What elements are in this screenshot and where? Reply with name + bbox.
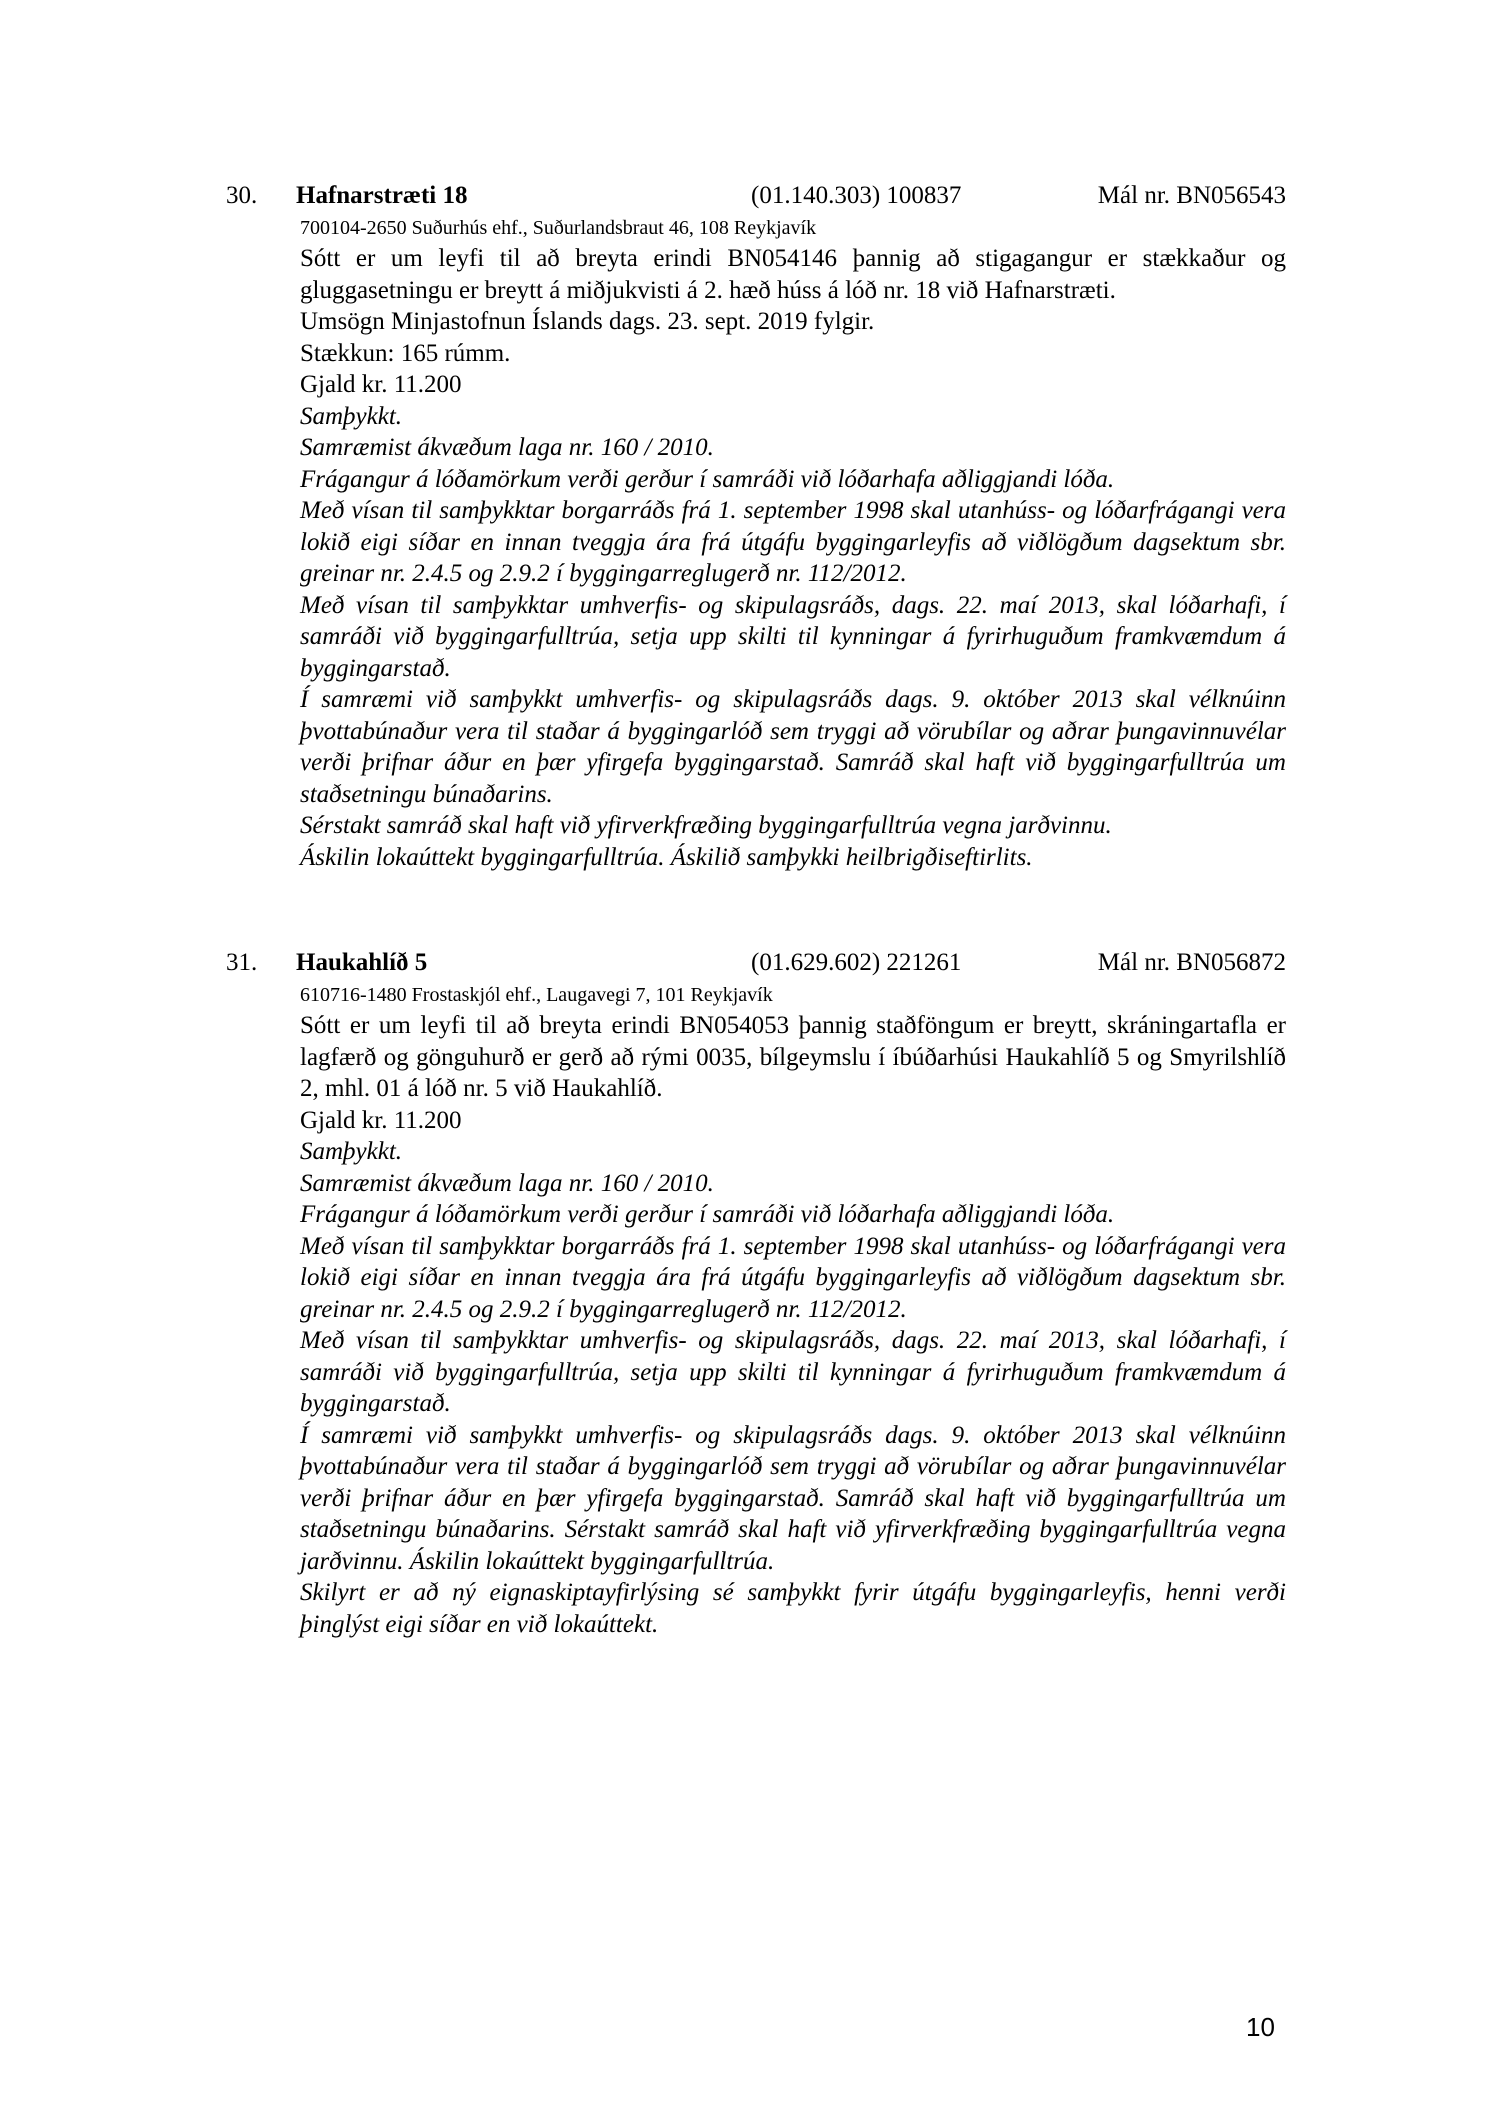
case-entry-31 bbox=[226, 948, 1286, 1640]
entry-case-number: Mál nr. BN056543 bbox=[1097, 182, 1286, 209]
entry-condition: Með vísan til samþykktar umhverfis- og skipulagsráðs, dags. 22. maí 2013, skal lóðarhafi, í samráði við byggingarfulltrúa, setja upp skilti til kynningar á fyrirhuguðum framkvæmdum á byggingarstað. bbox=[300, 1327, 1286, 1417]
entry-condition: Samræmist ákvæðum laga nr. 160 / 2010. bbox=[300, 1169, 714, 1197]
entry-condition: Í samræmi við samþykkt umhverfis- og skipulagsráðs dags. 9. október 2013 skal vélknúinn þvottabúnaður vera til staðar á byggingarlóð sem tryggi að vörubílar og aðrar þungavinnuvélar verði þrifnar áður en þær yfirgefa byggingarstað. Samráð skal haft við byggingarfulltrúa um staðsetningu búnaðarins. bbox=[300, 686, 1286, 808]
entry-description: Sótt er um leyfi til að breyta erindi BN054053 þannig staðföngum er breytt, skráningartafla er lagfærð og gönguhurð er gerð að rými 0035, bílgeymslu í íbúðarhúsi Haukahlíð 5 og Smyrilshlíð 2, mhl. 01 á lóð nr. 5 við Haukahlíð. bbox=[300, 1012, 1286, 1102]
entry-condition: Með vísan til samþykktar umhverfis- og skipulagsráðs, dags. 22. maí 2013, skal lóðarhafi, í samráði við byggingarfulltrúa, setja upp skilti til kynningar á fyrirhuguðum framkvæmdum á byggingarstað. bbox=[300, 591, 1286, 682]
entry-condition: Í samræmi við samþykkt umhverfis- og skipulagsráðs dags. 9. október 2013 skal vélknúinn þvottabúnaður vera til staðar á byggingarlóð sem tryggi að vörubílar og aðrar þungavinnuvélar verði þrifnar áður en þær yfirgefa byggingarstað. Samráð skal haft við byggingarfulltrúa um staðsetningu búnaðarins. Sérstakt samráð skal haft við yfirverkfræðing byggingarfulltrúa vegna jarðvinnu. Áskilin lokaúttekt byggingarfulltrúa. bbox=[300, 1421, 1286, 1575]
entry-approved: Samþykkt. bbox=[300, 402, 403, 430]
entry-fee: Gjald kr. 11.200 bbox=[300, 1106, 462, 1134]
entry-fee: Gjald kr. 11.200 bbox=[300, 371, 462, 398]
entry-description: Sótt er um leyfi til að breyta erindi BN054146 þannig að stigagangur er stækkaður og gluggasetningu er breytt á miðjukvisti á 2. hæð húss á lóð nr. 18 við Hafnarstræti. bbox=[300, 245, 1286, 304]
entry-case-number: Mál nr. BN056872 bbox=[1097, 949, 1286, 976]
entry-header bbox=[226, 948, 1286, 982]
entry-condition: Skilyrt er að ný eignaskiptayfirlýsing sé samþykkt fyrir útgáfu byggingarleyfis, henni verði þinglýst eigi síðar en við lokaúttekt. bbox=[300, 1579, 1286, 1638]
entry-condition: Áskilin lokaúttekt byggingarfulltrúa. Áskilið samþykki heilbrigðiseftirlits. bbox=[300, 843, 1033, 871]
entry-header bbox=[226, 181, 1286, 215]
entry-property-id: (01.629.602) 221261 bbox=[751, 949, 962, 976]
entry-address: Haukahlíð 5 bbox=[296, 949, 428, 976]
entry-condition: Með vísan til samþykktar borgarráðs frá 1. september 1998 skal utanhúss- og lóðarfrágangi vera lokið eigi síðar en innan tveggja ára frá útgáfu byggingarleyfis að viðlögðum dagsektum sbr. greinar nr. 2.4.5 og 2.9.2 í byggingarreglugerð nr. 112/2012. bbox=[300, 1232, 1286, 1323]
entry-owner: 610716-1480 Frostaskjól ehf., Laugavegi 7, 101 Reykjavík bbox=[300, 984, 773, 1006]
entry-owner: 700104-2650 Suðurhús ehf., Suðurlandsbraut 46, 108 Reykjavík bbox=[300, 217, 817, 239]
entry-enlargement: Stækkun: 165 rúmm. bbox=[300, 339, 511, 367]
entry-property-id: (01.140.303) 100837 bbox=[751, 182, 962, 209]
entry-address: Hafnarstræti 18 bbox=[296, 182, 468, 209]
entry-number: 31. bbox=[226, 949, 258, 976]
entry-condition: Samræmist ákvæðum laga nr. 160 / 2010. bbox=[300, 434, 714, 461]
case-entry-30 bbox=[226, 181, 1286, 873]
entry-condition: Með vísan til samþykktar borgarráðs frá 1. september 1998 skal utanhúss- og lóðarfrágangi vera lokið eigi síðar en innan tveggja ára frá útgáfu byggingarleyfis að viðlögðum dagsektum sbr. greinar nr. 2.4.5 og 2.9.2 í byggingarreglugerð nr. 112/2012. bbox=[300, 497, 1286, 587]
page-number: 10 bbox=[1246, 2012, 1275, 2042]
entry-condition: Frágangur á lóðamörkum verði gerður í samráði við lóðarhafa aðliggjandi lóða. bbox=[300, 1201, 1115, 1228]
entry-condition: Sérstakt samráð skal haft við yfirverkfræðing byggingarfulltrúa vegna jarðvinnu. bbox=[300, 812, 1112, 839]
entry-approved: Samþykkt. bbox=[300, 1138, 403, 1165]
entry-number: 30. bbox=[226, 182, 258, 209]
entry-condition: Frágangur á lóðamörkum verði gerður í samráði við lóðarhafa aðliggjandi lóða. bbox=[300, 465, 1115, 493]
entry-body bbox=[300, 982, 1286, 1640]
entry-body bbox=[300, 215, 1286, 873]
entry-note: Umsögn Minjastofnun Íslands dags. 23. sept. 2019 fylgir. bbox=[300, 308, 875, 335]
